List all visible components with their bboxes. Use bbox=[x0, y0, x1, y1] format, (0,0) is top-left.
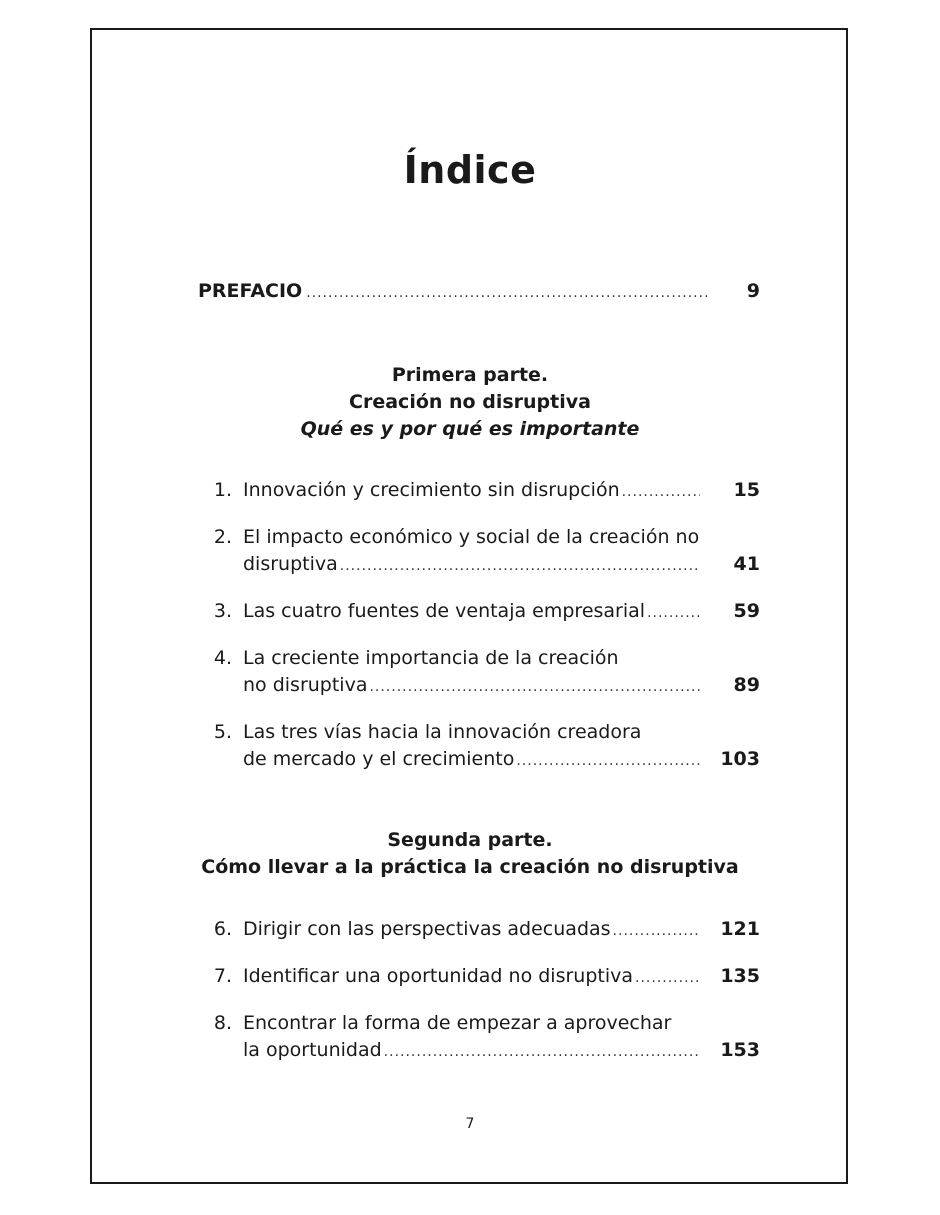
dot-leader bbox=[384, 1039, 700, 1066]
part-one-heading: Primera parte. bbox=[391, 364, 549, 386]
entry-page: 15 bbox=[733, 479, 760, 501]
entry-page: 135 bbox=[720, 965, 760, 987]
dot-leader bbox=[516, 748, 700, 775]
part-two-title: Cómo llevar a la práctica la creación no disruptiva bbox=[201, 856, 739, 878]
entry-title: Las cuatro fuentes de ventaja empresarial bbox=[243, 600, 646, 622]
entry-title: Identificar una oportunidad no disruptiva bbox=[243, 965, 634, 987]
entry-title-cont: de mercado y el crecimiento bbox=[243, 748, 515, 770]
entry-number: 2. bbox=[213, 526, 232, 548]
entry-number: 3. bbox=[213, 600, 232, 622]
preface-page: 9 bbox=[746, 280, 760, 302]
entry-number: 6. bbox=[213, 918, 232, 940]
entry-title: Las tres vías hacia la innovación creadora bbox=[243, 721, 642, 743]
page-number: 7 bbox=[465, 1116, 475, 1132]
entry-title: La creciente importancia de la creación bbox=[243, 647, 619, 669]
entry-number: 7. bbox=[213, 965, 232, 987]
entry-number: 5. bbox=[213, 721, 232, 743]
toc-entry-preface[interactable] bbox=[198, 280, 760, 308]
dot-leader bbox=[622, 479, 700, 506]
entry-title: Encontrar la forma de empezar a aprovechar bbox=[243, 1012, 672, 1034]
entry-page: 153 bbox=[720, 1039, 760, 1061]
entry-number: 8. bbox=[213, 1012, 232, 1034]
part-one-header bbox=[0, 362, 940, 443]
entry-title: Innovación y crecimiento sin disrupción bbox=[243, 479, 620, 501]
dot-leader bbox=[647, 600, 700, 627]
dot-leader bbox=[306, 285, 707, 301]
entry-number: 4. bbox=[213, 647, 232, 669]
entry-title: Dirigir con las perspectivas adecuadas bbox=[243, 918, 611, 940]
dot-leader bbox=[635, 965, 700, 992]
entry-title-cont: no disruptiva bbox=[243, 674, 368, 696]
entry-title-cont: la oportunidad bbox=[243, 1039, 382, 1061]
preface-label: PREFACIO bbox=[198, 280, 303, 302]
entry-title-cont: disruptiva bbox=[243, 553, 338, 575]
part-two-heading: Segunda parte. bbox=[387, 829, 553, 851]
part-two-header bbox=[0, 827, 940, 881]
part-one-title: Creación no disruptiva bbox=[349, 391, 591, 413]
entry-page: 41 bbox=[733, 553, 760, 575]
page-title: Índice bbox=[403, 148, 537, 192]
entry-page: 121 bbox=[720, 918, 760, 940]
entry-title: El impacto económico y social de la creación no bbox=[243, 526, 700, 548]
entry-number: 1. bbox=[213, 479, 232, 501]
entry-page: 103 bbox=[720, 748, 760, 770]
part-one-subtitle: Qué es y por qué es importante bbox=[300, 418, 640, 440]
entry-page: 59 bbox=[733, 600, 760, 622]
dot-leader bbox=[613, 918, 700, 945]
entry-page: 89 bbox=[733, 674, 760, 696]
dot-leader bbox=[369, 674, 700, 701]
dot-leader bbox=[340, 553, 700, 580]
